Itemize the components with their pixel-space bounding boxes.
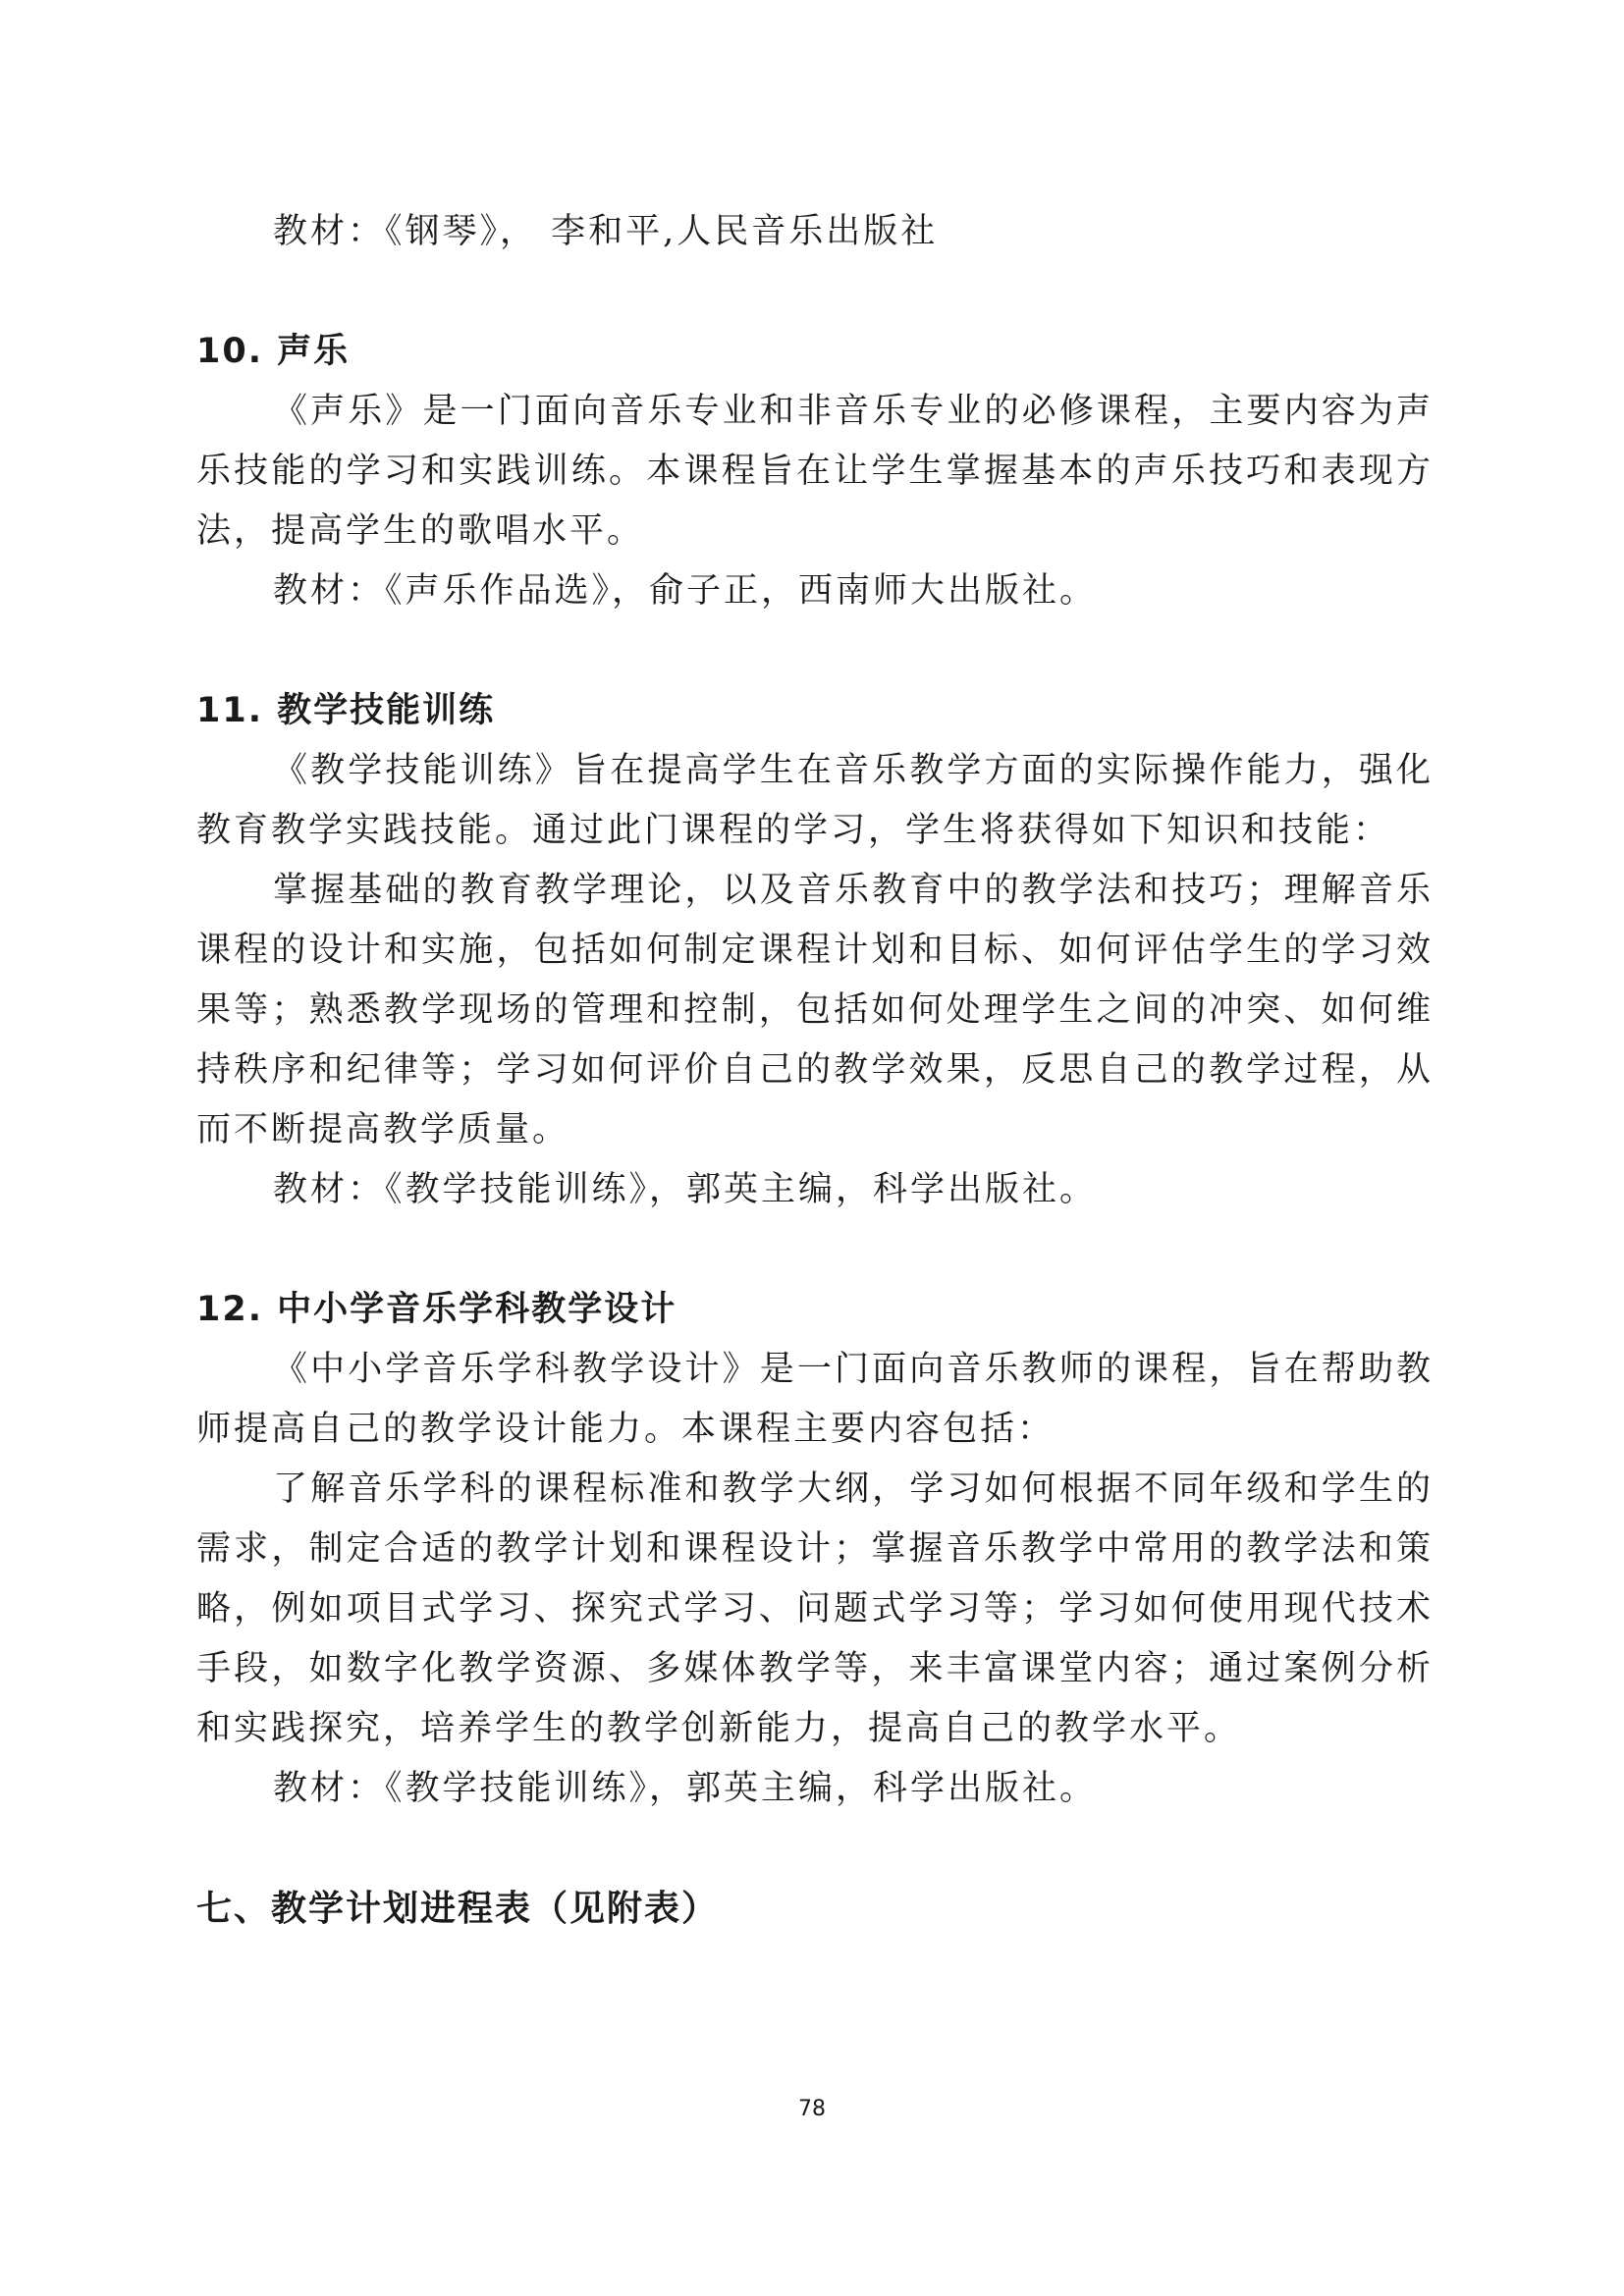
chapter-heading-teaching-plan: 七、教学计划进程表（见附表） xyxy=(196,1889,720,1929)
section-heading-vocal: 10. 声乐 xyxy=(196,332,351,371)
section-heading-teaching-skills: 11. 教学技能训练 xyxy=(196,691,496,730)
music-design-description: 《中小学音乐学科教学设计》是一门面向音乐教师的课程，旨在帮助教师提高自己的教学设计能力。本课程主要内容包括： xyxy=(196,1350,1434,1449)
textbook-line-piano: 教材：《钢琴》， 李和平,人民音乐出版社 xyxy=(273,212,939,251)
music-design-details: 了解音乐学科的课程标准和教学大纲，学习如何根据不同年级和学生的需求，制定合适的教学计划和课程设计；掌握音乐教学中常用的教学法和策略，例如项目式学习、探究式学习、问题式学习等；学习如何使用现代技术手段，如数字化教学资源、多媒体教学等，来丰富课堂内容；通过案例分析和实践探究，培养学生的教学创新能力，提高自己的教学水平。 xyxy=(196,1469,1434,1748)
textbook-line-vocal: 教材：《声乐作品选》，俞子正，西南师大出版社。 xyxy=(273,571,1098,611)
teaching-skills-details: 掌握基础的教育教学理论，以及音乐教育中的教学法和技巧；理解音乐课程的设计和实施，包括如何制定课程计划和目标、如何评估学生的学习效果等；熟悉教学现场的管理和控制，包括如何处理学生之间的冲突、如何维持秩序和纪律等；学习如何评价自己的教学效果，反思自己的教学过程，从而不断提高教学质量。 xyxy=(196,871,1434,1149)
page-number: 78 xyxy=(798,2097,826,2121)
textbook-line-music-design: 教材：《教学技能训练》，郭英主编，科学出版社。 xyxy=(273,1769,1098,1808)
teaching-skills-description: 《教学技能训练》旨在提高学生在音乐教学方面的实际操作能力，强化教育教学实践技能。通过此门课程的学习，学生将获得如下知识和技能： xyxy=(196,751,1434,850)
section-heading-music-design: 12. 中小学音乐学科教学设计 xyxy=(196,1290,677,1329)
textbook-line-teaching-skills: 教材：《教学技能训练》，郭英主编，科学出版社。 xyxy=(273,1170,1098,1209)
vocal-description: 《声乐》是一门面向音乐专业和非音乐专业的必修课程，主要内容为声乐技能的学习和实践训练。本课程旨在让学生掌握基本的声乐技巧和表现方法，提高学生的歌唱水平。 xyxy=(196,392,1434,551)
